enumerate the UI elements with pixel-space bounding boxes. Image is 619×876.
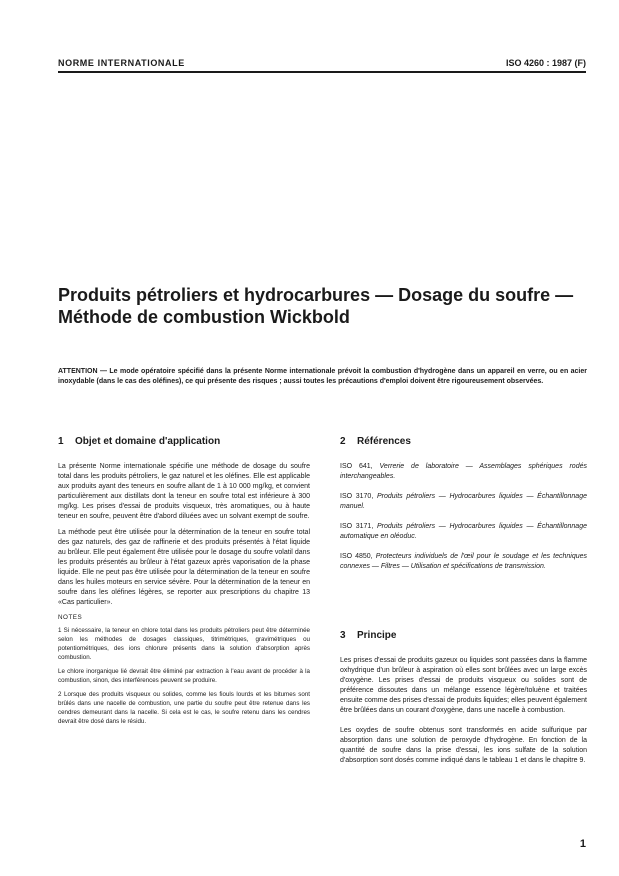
section-3-title: Principe [357, 630, 397, 641]
section-3-paragraph-1: Les prises d'essai de produits gazeux ou liquides sont passées dans la flamme oxhydrique d'un brûleur à aspiration où elles sont brûlées avec un large excès d'oxygène. Les prises d'essai de produits visqueux ou solides sont de préférence dissoutes dans un mélange essence légère/toluène et traitées ensuite comme des prises d'essai de produits liquides; elles peuvent également être brûlées dans un courant d'oxygène, dans une nacelle à combustion. [340, 657, 587, 714]
section-1-number: 1 [58, 436, 64, 447]
notes-label: NOTES [58, 614, 83, 621]
warning-paragraph: ATTENTION — Le mode opératoire spécifié dans la présente Norme internationale prévoit la combustion d'hydrogène dans un appareil en verre, ou en acier inoxydable (dans le cas des oléfines), ce qui présente des risques ; aussi toutes les précautions d'emploi doivent être rigoureusement observées. [58, 368, 587, 385]
header-standard-number: ISO 4260 : 1987 (F) [505, 58, 586, 68]
section-1-title: Objet et domaine d'application [75, 436, 221, 447]
section-2-title: Références [357, 436, 411, 447]
section-1-paragraph-2: La méthode peut être utilisée pour la détermination de la teneur en soufre total des gaz naturels, des gaz de raffinerie et des produits présentés à l'état liquide au brûleur. Elle peut également être utilisée pour le dosage du soufre volatil dans les produits présentés au brûleur à l'état gazeux après vaporisation de la phase liquide. Elle ne peut pas être utilisée pour la détermination de la teneur en soufre dans les huiles moteurs en service sévère. Pour la détermination de la teneur en soufre dans les oléfines légères, se reporter aux prescriptions du chapitre 13 «Cas particulier». [58, 529, 310, 606]
section-1-heading [58, 436, 310, 448]
section-3-paragraph-2: Les oxydes de soufre obtenus sont transformés en acide sulfurique par absorption dans une solution de peroxyde d'hydrogène. En fonction de la quantité de soufre dans la prise d'essai, les ions sulfate de la solution d'absorption sont dosés comme indiqué dans le tableau 1 et dans le chapitre 9. [340, 727, 587, 764]
note-2: 2 Lorsque des produits visqueux ou solides, comme les fiouls lourds et les bitumes sont brûlés dans une nacelle de combustion, une partie du soufre peut être retenue dans les cendres demeurant dans la nacelle. Si cela est le cas, le soufre retenu dans les cendres devrait être dosé dans le résidu. [58, 691, 310, 725]
reference-code: ISO 3171, [340, 523, 374, 530]
right-column [340, 436, 587, 772]
section-2-number: 2 [340, 436, 346, 447]
reference-item [340, 492, 587, 512]
section-2-heading [340, 436, 587, 448]
section-3-number: 3 [340, 630, 346, 641]
section-1-paragraph-1: La présente Norme internationale spécifie une méthode de dosage du soufre total dans les produits pétroliers, le gaz naturel et les oléfines. Elle est applicable aux produits ayant des teneurs en soufre allant de 1 à 10 000 mg/kg, et convient particulièrement aux distillats dont la teneur en soufre total est inférieure à 300 mg/kg. Les prises d'essai de produits visqueux, très aromatiques, ou à haute teneur en soufre, peuvent être d'abord diluées avec un solvant exempt de soufre. [58, 463, 310, 520]
note-1-continued: Le chlore inorganique lié devrait être éliminé par extraction à l'eau avant de procéder à la combustion, sinon, des interférences peuvent se produire. [58, 668, 310, 684]
header-rule [58, 71, 586, 73]
note-1: 1 Si nécessaire, la teneur en chlore total dans les produits pétroliers peut être déterminée selon les méthodes de dosages classiques, titrimétriques, gravimétriques ou potentiométriques, des ions chlorure présents dans la solution d'absorption après combustion. [58, 627, 310, 661]
reference-title: Verrerie de laboratoire — Assemblages sphériques rodés interchangeables. [340, 463, 587, 480]
header-standard-type: NORME INTERNATIONALE [58, 58, 185, 68]
section-3-heading [340, 630, 587, 642]
left-column [58, 436, 310, 731]
reference-item [340, 522, 587, 542]
reference-item [340, 552, 587, 572]
reference-title: Produits pétroliers — Hydrocarbures liquides — Échantillonnage manuel. [340, 493, 587, 510]
reference-code: ISO 641, [340, 463, 373, 470]
reference-title: Produits pétroliers — Hydrocarbures liquides — Échantillonnage automatique en oléoduc. [340, 523, 587, 540]
reference-title: Protecteurs individuels de l'œil pour le soudage et les techniques connexes — Filtres — Utilisation et spécifications de transmission. [340, 553, 588, 570]
reference-code: ISO 4850, [340, 553, 373, 560]
page-number: 1 [579, 838, 586, 850]
document-title: Produits pétroliers et hydrocarbures — Dosage du soufre — Méthode de combustion Wickbold [58, 285, 574, 327]
reference-item [340, 462, 587, 482]
reference-code: ISO 3170, [340, 493, 374, 500]
